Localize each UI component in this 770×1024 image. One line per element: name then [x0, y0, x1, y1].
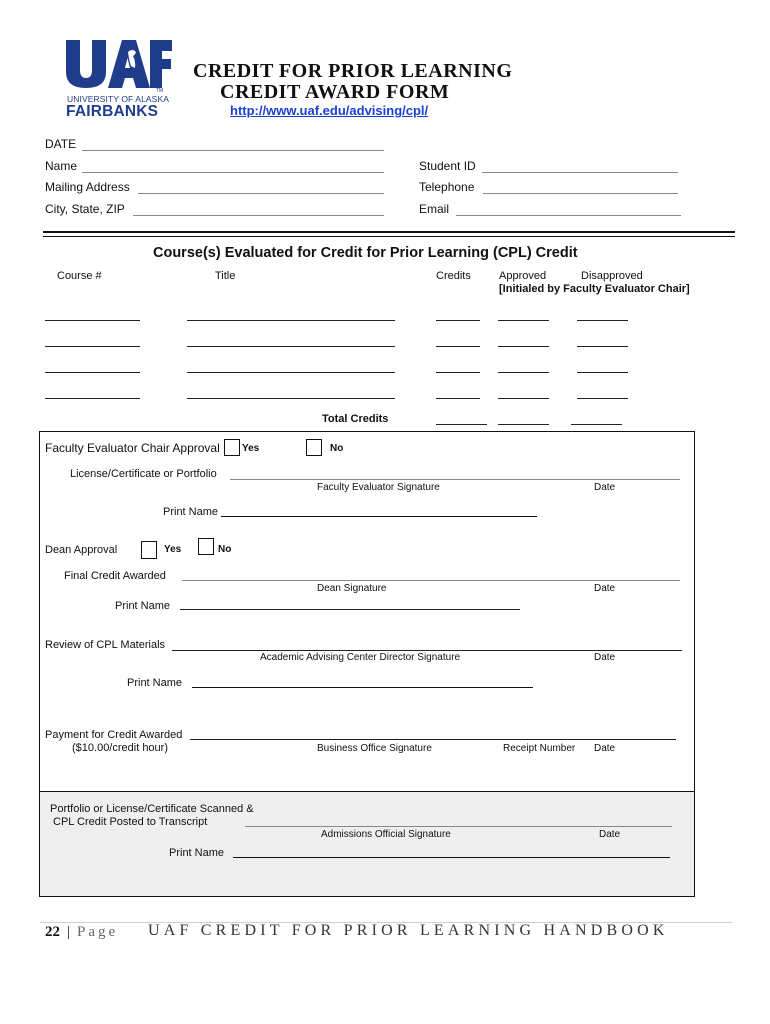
course-disapproved-field[interactable]	[577, 372, 628, 373]
faculty-yes-checkbox[interactable]	[224, 439, 240, 456]
final-credit-label: Final Credit Awarded	[64, 570, 166, 582]
course-credits-field[interactable]	[436, 346, 480, 347]
email-field[interactable]	[456, 215, 681, 216]
admissions-signature-caption: Admissions Official Signature	[321, 829, 451, 840]
telephone-field[interactable]	[483, 193, 678, 194]
name-field[interactable]	[82, 172, 384, 173]
review-cpl-label: Review of CPL Materials	[45, 639, 166, 651]
review-print-name-label: Print Name	[127, 677, 183, 689]
faculty-print-name-label: Print Name	[163, 506, 219, 518]
mailing-address-label: Mailing Address	[45, 180, 130, 194]
faculty-signature-caption: Faculty Evaluator Signature	[317, 482, 440, 493]
total-credits-field[interactable]	[436, 424, 487, 425]
total-disapproved-field[interactable]	[571, 424, 622, 425]
business-signature-caption: Business Office Signature	[317, 743, 432, 754]
dean-no-label: No	[218, 544, 232, 555]
business-signature-field[interactable]	[190, 739, 676, 740]
footer-page-word: Page	[77, 924, 119, 940]
name-label: Name	[45, 159, 78, 173]
footer-page-number: 22	[45, 924, 60, 940]
course-title-field[interactable]	[187, 320, 395, 321]
course-title-field[interactable]	[187, 398, 395, 399]
initialed-note: [Initialed by Faculty Evaluator Chair]	[499, 283, 690, 295]
student-id-label: Student ID	[419, 159, 476, 173]
course-number-field[interactable]	[45, 372, 140, 373]
faculty-approval-label: Faculty Evaluator Chair Approval	[45, 441, 220, 455]
section-divider-thin	[43, 236, 735, 237]
course-approved-field[interactable]	[498, 398, 549, 399]
course-title-field[interactable]	[187, 346, 395, 347]
date-field[interactable]	[82, 150, 384, 151]
mailing-address-field[interactable]	[138, 193, 384, 194]
col-course-number: Course #	[57, 270, 102, 282]
advising-date-caption: Date	[594, 652, 616, 663]
payment-date-caption: Date	[594, 743, 616, 754]
admissions-line1: Portfolio or License/Certificate Scanned &	[50, 803, 254, 815]
dean-yes-label: Yes	[164, 544, 182, 555]
section-divider	[43, 231, 735, 233]
student-id-field[interactable]	[482, 172, 678, 173]
col-title: Title	[215, 270, 236, 282]
course-credits-field[interactable]	[436, 398, 480, 399]
col-approved: Approved	[499, 270, 547, 282]
dean-yes-checkbox[interactable]	[141, 541, 157, 559]
uaf-logo	[64, 38, 174, 120]
admissions-signature-field[interactable]	[245, 826, 672, 827]
course-number-field[interactable]	[45, 320, 140, 321]
logo-tm: TM	[156, 88, 164, 94]
dean-print-name-field[interactable]	[180, 609, 520, 610]
course-disapproved-field[interactable]	[577, 398, 628, 399]
cpl-url-link[interactable]: http://www.uaf.edu/advising/cpl/	[230, 103, 429, 118]
logo-university-line: UNIVERSITY OF ALASKA	[67, 94, 169, 104]
admissions-print-name-label: Print Name	[169, 847, 225, 859]
total-credits-label: Total Credits	[322, 413, 389, 425]
course-number-field[interactable]	[45, 346, 140, 347]
course-disapproved-field[interactable]	[577, 346, 628, 347]
footer-separator: |	[67, 924, 71, 940]
faculty-date-caption: Date	[594, 482, 616, 493]
admissions-line2: CPL Credit Posted to Transcript	[53, 816, 208, 828]
course-credits-field[interactable]	[436, 372, 480, 373]
faculty-print-name-field[interactable]	[221, 516, 537, 517]
course-number-field[interactable]	[45, 398, 140, 399]
faculty-signature-field[interactable]	[230, 479, 680, 480]
col-disapproved: Disapproved	[581, 270, 643, 282]
admissions-print-name-field[interactable]	[233, 857, 670, 858]
form-title-line1: CREDIT FOR PRIOR LEARNING	[193, 60, 513, 82]
city-state-zip-field[interactable]	[133, 215, 384, 216]
course-approved-field[interactable]	[498, 320, 549, 321]
email-label: Email	[419, 202, 450, 216]
footer-handbook-title: UAF CREDIT FOR PRIOR LEARNING HANDBOOK	[148, 922, 669, 939]
course-approved-field[interactable]	[498, 346, 549, 347]
license-portfolio-label: License/Certificate or Portfolio	[70, 468, 217, 480]
admissions-date-caption: Date	[599, 829, 621, 840]
faculty-yes-label: Yes	[242, 443, 260, 454]
advising-signature-caption: Academic Advising Center Director Signature	[260, 652, 461, 663]
dean-signature-field[interactable]	[182, 580, 680, 581]
course-disapproved-field[interactable]	[577, 320, 628, 321]
review-print-name-field[interactable]	[192, 687, 533, 688]
faculty-no-label: No	[330, 443, 344, 454]
logo-fairbanks: FAIRBANKS	[66, 103, 159, 120]
payment-rate: ($10.00/credit hour)	[72, 742, 168, 754]
city-state-zip-label: City, State, ZIP	[45, 202, 125, 216]
dean-print-name-label: Print Name	[115, 600, 171, 612]
payment-label: Payment for Credit Awarded	[45, 729, 183, 741]
dean-date-caption: Date	[594, 583, 616, 594]
date-label: DATE	[45, 137, 77, 151]
col-credits: Credits	[436, 270, 471, 282]
telephone-label: Telephone	[419, 180, 475, 194]
dean-no-checkbox[interactable]	[198, 538, 214, 555]
courses-heading: Course(s) Evaluated for Credit for Prior Learning (CPL) Credit	[153, 245, 578, 261]
dean-signature-caption: Dean Signature	[317, 583, 387, 594]
course-approved-field[interactable]	[498, 372, 549, 373]
total-approved-field[interactable]	[498, 424, 549, 425]
form-title-line2: CREDIT AWARD FORM	[220, 81, 450, 103]
course-credits-field[interactable]	[436, 320, 480, 321]
course-title-field[interactable]	[187, 372, 395, 373]
faculty-no-checkbox[interactable]	[306, 439, 322, 456]
receipt-number-caption: Receipt Number	[503, 743, 576, 754]
dean-approval-label: Dean Approval	[45, 544, 118, 556]
